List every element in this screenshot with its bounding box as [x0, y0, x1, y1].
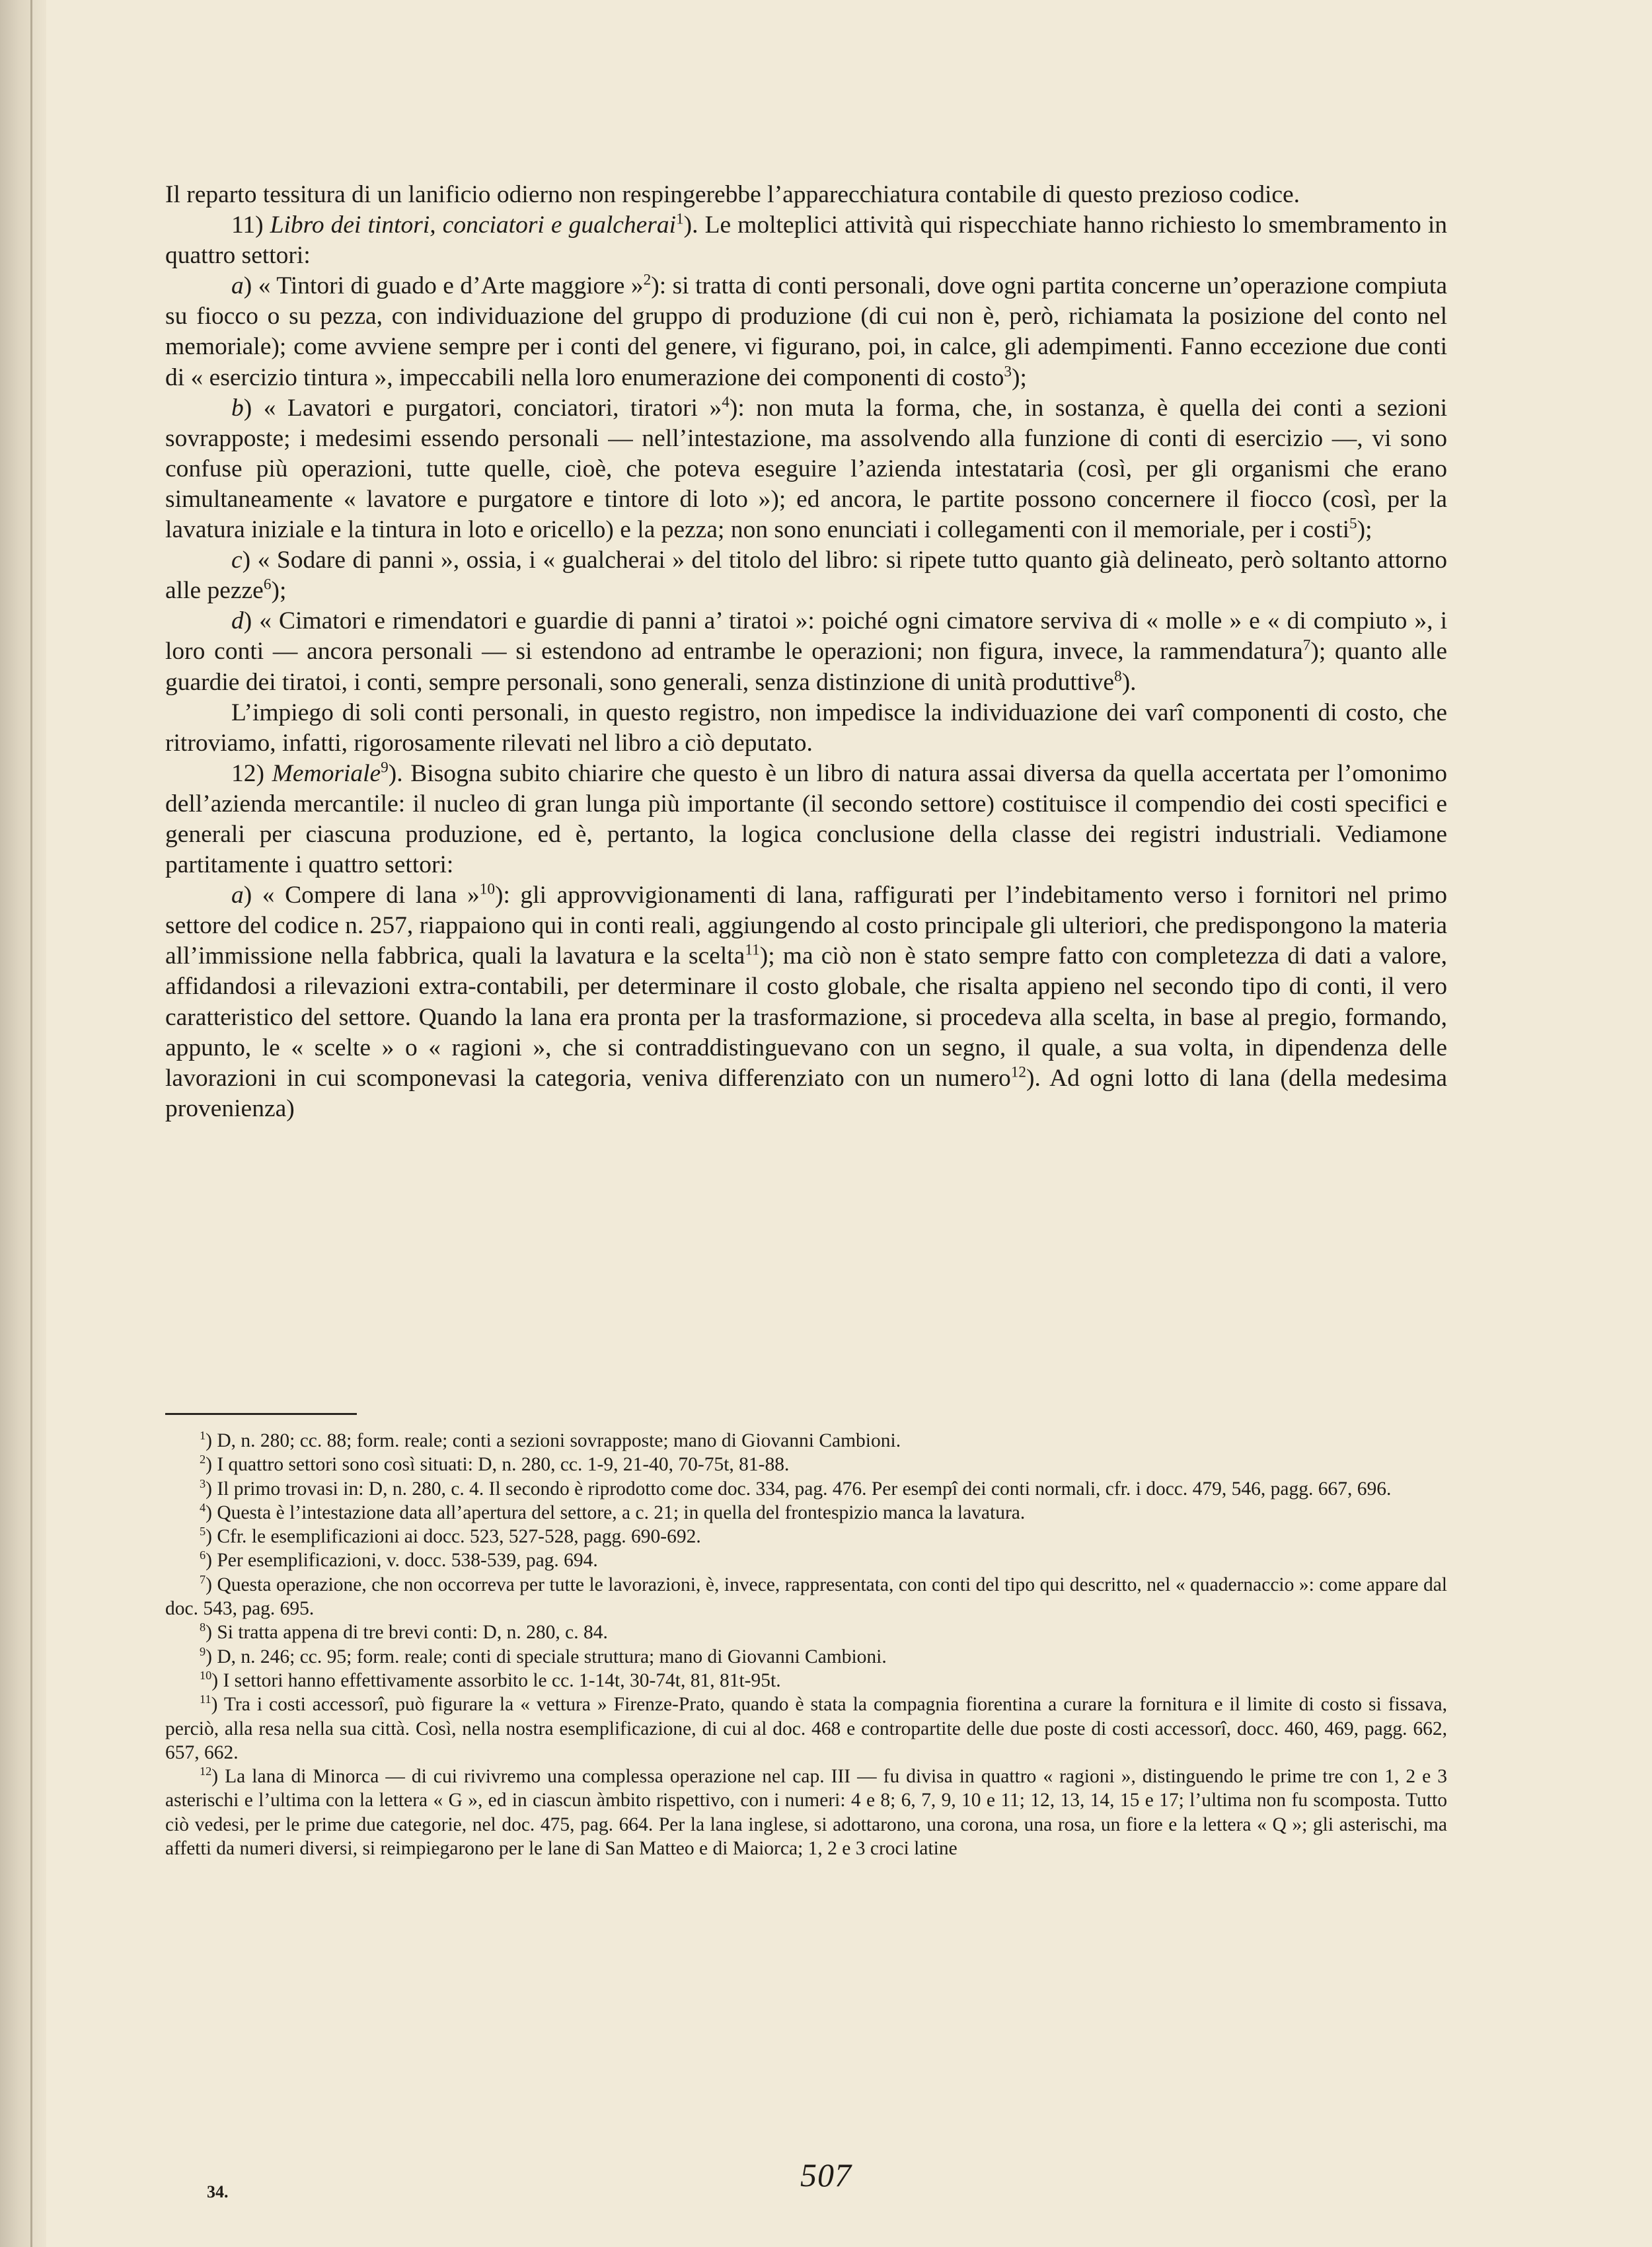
book-title: Memoriale	[272, 759, 381, 787]
footnote-ref: 3	[1004, 363, 1012, 381]
book-title: Libro dei tintori, conciatori e gualcherai	[270, 211, 677, 239]
paragraph-11: 11) Libro dei tintori, conciatori e gualcherai$^1$). Le molteplici attività qui rispecchiate hanno richiesto lo smembramento in quattro settori:	[165, 210, 1447, 270]
main-text	[165, 180, 1447, 1124]
paragraph-11c: c) « Sodare di panni », ossia, i « gualcherai » del titolo del libro: si ripete tutto quanto già delineato, però soltanto attorno alle pezze$^6$);	[165, 547, 1447, 605]
footnote: $^2$) I quattro settori sono così situati: D, n. 280, cc. 1-9, 21-40, 70-75t, 81-88.	[200, 1453, 790, 1476]
footnote: $^4$) Questa è l’intestazione data all’apertura del settore, a c. 21; in quella del frontespizio manca la lavatura.	[200, 1501, 1026, 1523]
footnotes	[165, 1429, 1447, 1860]
footnote: $^8$) Si tratta appena di tre brevi conti: D, n. 280, c. 84.	[200, 1620, 608, 1644]
page-number: 507	[800, 2156, 852, 2193]
footnote-ref: 7	[1302, 636, 1311, 654]
paragraph-11b: b) « Lavatori e purgatori, conciatori, tiratori »$^4$): non muta la forma, che, in sostanza, è quella dei conti a sezioni sovrapposte; i medesimi essendo personali — nell’intestazione, ma assolvendo alla funzione di conti di esercizio —, vi sono confuse più operazioni, tutte quelle, cioè, che poteva eseguire l’azienda intestataria (così, per gli organismi che erano simultaneamente « lavatore e purgatore e tintore di loto »); ed ancora, le partite possono concernere il fiocco (così, per la lavatura iniziale e la tintura in loto e oricello) e la pezza; non sono enunciati i collegamenti con il memoriale, per i costi$^5$);	[165, 393, 1447, 544]
paragraph-impiego: L’impiego di soli conti personali, in questo registro, non impedisce la individuazione dei varî componenti di costo, che ritroviamo, infatti, rigorosamente rilevati nel libro a ciò deputato.	[165, 699, 1447, 757]
footnote: $^{11}$) Tra i costi accessorî, può figurare la « vettura » Firenze-Prato, quando è stata la compagnia fiorentina a curare la fornitura e il limite di costo si fissava, perciò, alla resa nella sua città. Così, nella nostra esemplificazione, di cui al doc. 468 e contropartite delle due poste di costi accessorî, docc. 460, 469, pagg. 662, 657, 662.	[165, 1693, 1447, 1763]
footnote: $^3$) Il primo trovasi in: D, n. 280, c. 4. Il secondo è riprodotto come doc. 334, pag. 476. Per esempî dei conti normali, cfr. i docc. 479, 546, pagg. 667, 696.	[200, 1476, 1392, 1500]
footnote: $^7$) Questa operazione, che non occorreva per tutte le lavorazioni, è, invece, rappresentata, con conti del tipo qui descritto, nel « quadernaccio »: come appare dal doc. 543, pag. 695.	[165, 1572, 1447, 1620]
footnote-ref: 10	[479, 880, 495, 898]
signature-mark: 34.	[207, 2182, 229, 2201]
footnote: $^{12}$) La lana di Minorca — di cui rivivremo una complessa operazione nel cap. III — fu divisa in quattro « ragioni », distinguendo le prime tre con 1, 2 e 3 asterischi e l’ultima con la lettera « G », ed in ciascun àmbito rispettivo, con i numeri: 4 e 8; 6, 7, 9, 10 e 11; 12, 13, 14, 15 e 17; l’ultima non fu scomposta. Tutto ciò vedesi, per le prime due categorie, nel doc. 475, pag. 664. Per la lana inglese, si adottarono, una corona, una rosa, un fiore e la lettera « Q »; gli asterischi, ma affetti da numeri diversi, si reimpiegarono per le lane di San Matteo e di Maiorca; 1, 2 e 3 croci latine	[165, 1765, 1447, 1860]
footnote: $^1$) D, n. 280; cc. 88; form. reale; conti a sezioni sovrapposte; mano di Giovanni Cambioni.	[200, 1429, 901, 1451]
footnote-ref: 2	[643, 271, 652, 289]
footnote: $^6$) Per esemplificazioni, v. docc. 538-539, pag. 694.	[200, 1548, 598, 1572]
footnote-ref: 6	[263, 576, 272, 593]
footnote-ref: 12	[1010, 1063, 1026, 1081]
footnote-ref: 11	[745, 941, 760, 959]
paragraph-11d: d) « Cimatori e rimendatori e guardie di panni a’ tiratoi »: poiché ogni cimatore serviva di « molle » e « di compiuto », i loro conti — ancora personali — si estendono ad entrambe le operazioni; non figura, invece, la rammendatura$^7$); quanto alle guardie dei tiratoi, i conti, sempre personali, sono generali, senza distinzione di unità produttive$^8$).	[165, 607, 1447, 696]
footnote: $^9$) D, n. 246; cc. 95; form. reale; conti di speciale struttura; mano di Giovanni Cambioni.	[200, 1644, 887, 1667]
paragraph-12: 12) Memoriale$^9$). Bisogna subito chiarire che questo è un libro di natura assai diversa da quella accertata per l’omonimo dell’azienda mercantile: il nucleo di gran lunga più importante (il secondo settore) costituisce il compendio dei costi specifici e generali per ciascuna produzione, ed è, pertanto, la logica conclusione della classe dei registri industriali. Vediamone partitamente i quattro settori:	[165, 759, 1447, 879]
footnote: $^5$) Cfr. le esemplificazioni ai docc. 523, 527-528, pagg. 690-692.	[200, 1525, 701, 1548]
footnote-ref: 5	[1349, 515, 1357, 533]
footnote-ref: 1	[676, 210, 684, 228]
footnote-ref: 4	[722, 393, 730, 411]
paragraph-11a: a) « Tintori di guado e d’Arte maggiore »$^2$): si tratta di conti personali, dove ogni partita concerne un’operazione compiuta su fiocco o su pezza, con individuazione del gruppo di produzione (di cui non è, però, richiamata la posizione del conto nel memoriale); come avviene sempre per i conti del genere, vi figurano, poi, in calce, gli adempimenti. Fanno eccezione due conti di « esercizio tintura », impeccabili nella loro enumerazione dei componenti di costo$^3$);	[165, 271, 1447, 391]
paragraph-12a: a) « Compere di lana »$^{10}$): gli approvvigionamenti di lana, raffigurati per l’indebitamento verso i fornitori nel primo settore del codice n. 257, riappaiono qui in conti reali, aggiungendo al costo principale gli ulteriori, che predispongono la materia all’immissione nella fabbrica, quali la lavatura e la scelta$^{11}$); ma ciò non è stato sempre fatto con completezza di dati a valore, affidandosi a rilevazioni extra-contabili, per determinare il costo globale, che risalta appieno nel secondo tipo di conti, il vero caratteristico del settore. Quando la lana era pronta per la trasformazione, si procedeva alla scelta, in base al pregio, formando, appunto, le « scelte » o « ragioni », che si contraddistinguevano con un segno, il quale, a sua volta, in dipendenza delle lavorazioni in cui scomponevasi la categoria, veniva differenziato con un numero$^{12}$). Ad ogni lotto di lana (della medesima provenienza)	[165, 880, 1448, 1122]
footnote-ref: 9	[381, 759, 389, 777]
footnote-ref: 8	[1114, 667, 1122, 685]
paragraph-intro: Il reparto tessitura di un lanificio odierno non respingerebbe l’apparecchiatura contabile di questo prezioso codice.	[165, 181, 1300, 208]
footnote: $^{10}$) I settori hanno effettivamente assorbito le cc. 1-14t, 30-74t, 81, 81t-95t.	[200, 1669, 781, 1691]
footnote-divider	[165, 1413, 357, 1415]
